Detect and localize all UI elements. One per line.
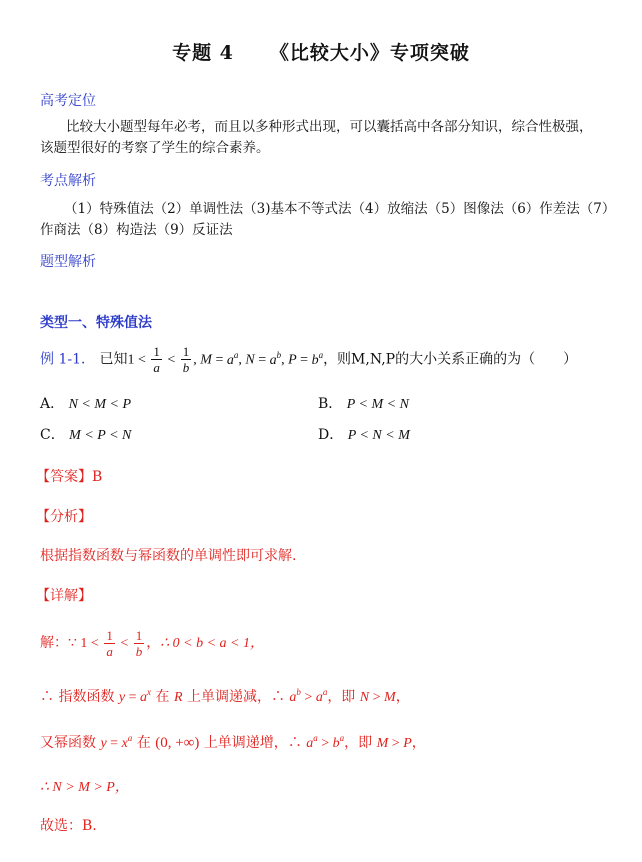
detail-tag: 【详解】 — [36, 588, 92, 604]
answer-value: B — [92, 469, 103, 485]
page-title — [0, 38, 642, 65]
analysis-tag: 【分析】 — [36, 509, 92, 525]
methods-line-1: （1）特殊值法（2）单调性法（3)基本不等式法（4）放缩法（5）图像法（6）作差法（7） — [64, 201, 616, 217]
example-question: 例 1-1． 已知1 < $\frac{1}{a}$ < $\frac{1}{b}$ , $M = a^a$, $N = a^b$, $P = b^a$，则M,N,P的大小关系正确的为（ ） — [40, 344, 578, 375]
example-suffix: ，则M,N,P的大小关系正确的为（ ） — [323, 351, 578, 368]
interval: (0, +∞) — [155, 735, 200, 751]
solution-line-2: ∴ 指数函数 $y = a^x$ 在 R 上单调递减，∴ $a^b > a^a$，即 N > M， — [40, 687, 410, 705]
option-d: D． P < N < M — [318, 427, 410, 443]
methods-line-2: 作商法（8）构造法（9）反证法 — [40, 222, 233, 238]
analysis-text: 根据指数函数与幂函数的单调性即可求解. — [40, 548, 297, 564]
positioning-text-1: 比较大小题型每年必考，而且以多种形式出现，可以囊括高中各部分知识，综合性极强， — [66, 119, 593, 135]
title-prefix: 专题 4 — [172, 42, 234, 64]
solution-line-1: 解：∵ 1 < $\frac{1}{a}$ < $\frac{1}{b}$ ，∴ 0 < b < a < 1， — [40, 627, 264, 659]
option-b: B． P < M < N — [318, 396, 409, 412]
solution-line-3: 又幂函数 $y = x^a$ 在 (0, +∞) 上单调递增，∴ $a^a > b^a$，即 M > P， — [40, 733, 426, 751]
example-intro: 已知 — [99, 351, 128, 368]
answer-tag: 【答案】 — [36, 469, 92, 485]
section-analysis: 题型解析 — [40, 254, 96, 270]
example-label: 例 1-1． — [40, 351, 95, 368]
option-c: C． M < P < N — [40, 427, 132, 443]
positioning-text-2: 该题型很好的考察了学生的综合素养。 — [40, 140, 270, 156]
title-main: 《比较大小》专项突破 — [269, 42, 470, 64]
type-heading: 类型一、特殊值法 — [40, 315, 152, 331]
solution-line-5: 故选：B. — [40, 818, 97, 834]
section-points: 考点解析 — [40, 173, 96, 189]
option-a: A． N < M < P — [40, 396, 132, 412]
solution-line-4: ∴ N > M > P， — [40, 780, 129, 795]
answer — [36, 466, 102, 486]
section-positioning: 高考定位 — [40, 93, 96, 109]
